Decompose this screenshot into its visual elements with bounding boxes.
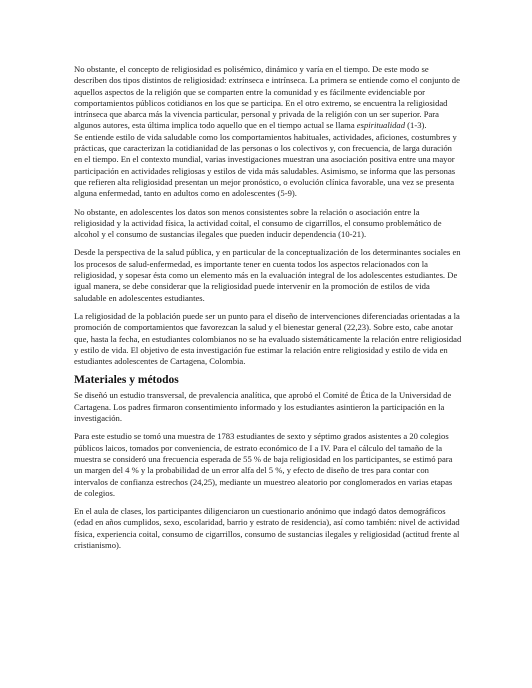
paragraph-text: No obstante, el concepto de religiosidad es polisémico, dinámico y varía en el tiempo. De este modo se describen dos tipos distintos de religiosidad: extrínseca e intrínseca. La primera se entiende como el conjunto de aquellos aspectos de la religión que se comparten entre la comunidad y es fácilmente evidenciable por comportamientos públicos cotidianos en los que se participa. En el otro extremo, se encuentra la religiosidad intrínseca que abarca más la vivencia particular, personal y privada de la religión con un ser superior. Para algunos autores, esta última implica todo aquello que en el tiempo actual se llama: [74, 64, 460, 131]
paragraph-text: (1-3).: [405, 120, 427, 131]
paragraph-study-design: Se diseñó un estudio transversal, de prevalencia analítica, que aprobó el Comité de Ética de la Universidad de Cartagena. Los padres firmaron consentimiento informado y los estudiantes asintieron la participación en la investigación.: [74, 390, 452, 424]
paragraph-religiosity-types: [74, 64, 462, 132]
paragraph-healthy-lifestyle: Se entiende estilo de vida saludable como los comportamientos habituales, actividades, aficiones, costumbres y prácticas, que caracterizan la cotidianidad de las personas o los colectivos y, con frecuencia, de larga duración en el tiempo. En el contexto mundial, varias investigaciones muestran una asociación positiva entre una mayor participación en actividades religiosas y estilos de vida más saludables. Asimismo, se informa que las personas que refieren alta religiosidad presentan un mejor pronóstico, o evolución clínica favorable, una vez se presenta alguna enfermedad, tanto en adultos como en adolescentes (5-9).: [74, 131, 457, 199]
paragraph-objective: La religiosidad de la población puede ser un punto para el diseño de intervenciones diferenciadas orientadas a la promoción de comportamientos que favorezcan la salud y el bienestar general (22,23). Sobre esto, cabe anotar que, hasta la fecha, en estudiantes colombianos no se ha evaluado sistemáticamente la relación entre religiosidad y estilo de vida. El objetivo de esta investigación fue estimar la relación entre religiosidad y estilo de vida en estudiantes adolescentes de Cartagena, Colombia.: [74, 310, 462, 367]
paragraph-public-health: Desde la perspectiva de la salud pública, y en particular de la conceptualización de los determinantes sociales en los procesos de salud-enfermedad, es importante tener en cuenta todos los aspectos relacionados con la religiosidad, y sopesar ésta como un elemento más en la evaluación integral de los adolescentes estudiantes. De igual manera, se debe considerar que la religiosidad puede intervenir en la promoción de estilos de vida saludable en adolescentes estudiantes.: [74, 247, 461, 303]
emphasized-term: espiritualidad: [356, 120, 406, 131]
paragraph-questionnaire: En el aula de clases, los participantes diligenciaron un cuestionario anónimo que indagó datos demográficos (edad en años cumplidos, sexo, escolaridad, barrio y estrato de residencia), así como también: nivel de actividad física, experiencia coital, consumo de cigarrillos, consumo de sustancias ilegales y religiosidad (actitud frente al cristianismo).: [74, 506, 460, 550]
paragraph-sample: Para este estudio se tomó una muestra de 1783 estudiantes de sexto y séptimo grados asistentes a 20 colegios públicos laicos, tomados por conveniencia, de estrato económico de I a IV. Para el cálculo del tamaño de la muestra se consideró una frecuencia esperada de 55 % de baja religiosidad en los participantes, se estimó para un margen del 4 % y la probabilidad de un error alfa del 5 %, y efecto de diseño de tres para contar con intervalos de confianza estrechos (24,25), mediante un muestreo aleatorio por conglomerados en varias etapas de colegios.: [74, 431, 453, 498]
paragraph-adolescent-data: No obstante, en adolescentes los datos son menos consistentes sobre la relación o asociación entre la religiosidad y la actividad física, la actividad coital, el consumo de cigarrillos, el consumo problemático de alcohol y el consumo de sustancias ilegales que pueden inducir dependencia (10-21).: [74, 206, 442, 240]
document-page: [74, 64, 462, 558]
section-heading-methods: Materiales y métodos: [74, 374, 179, 387]
